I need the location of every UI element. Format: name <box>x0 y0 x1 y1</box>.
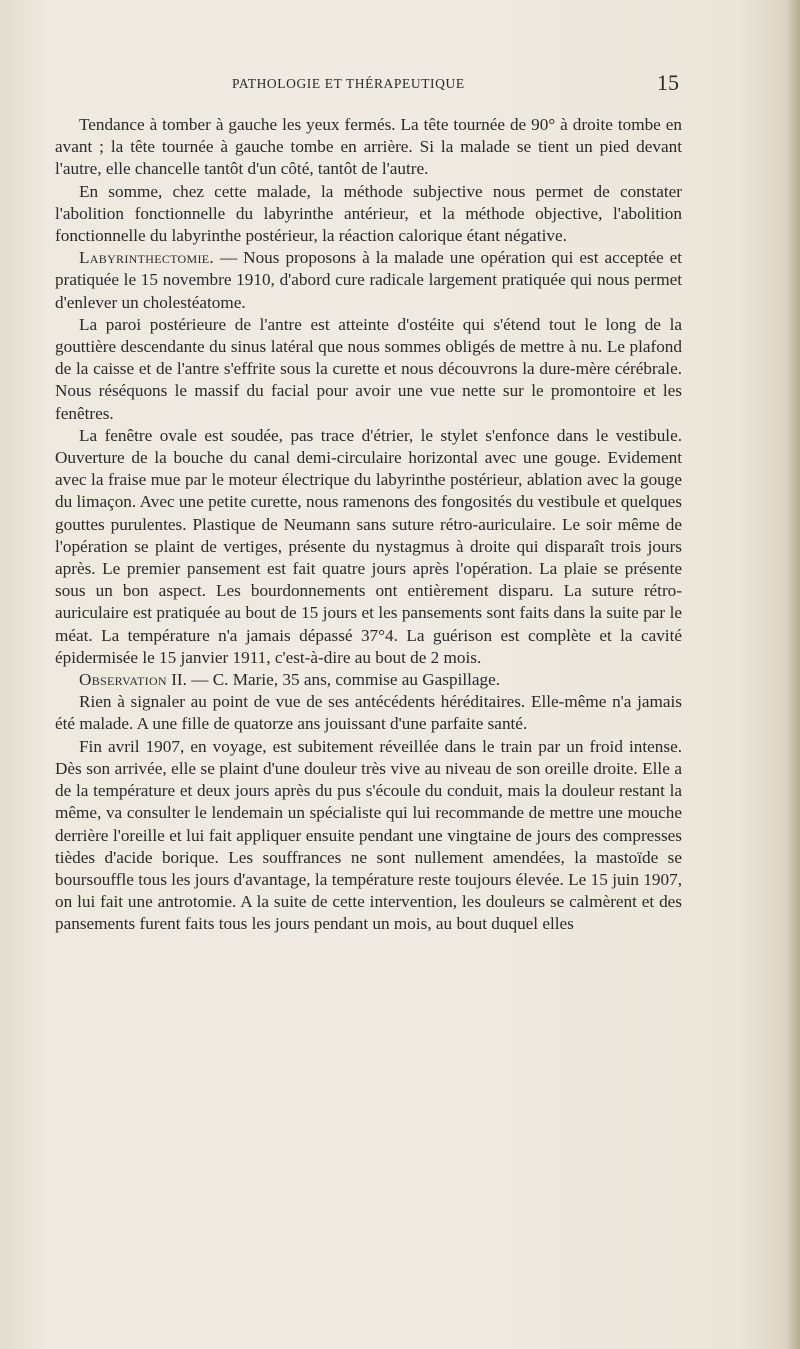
paragraph: Labyrinthectomie. — Nous proposons à la malade une opération qui est acceptée et pratiquée le 15 novembre 1910, d'abord cure radicale largement pratiquée qui nous permet d'enlever un cholestéatome. <box>55 248 682 312</box>
section-lead: Observation <box>79 670 167 690</box>
paragraph: En somme, chez cette malade, la méthode subjective nous permet de constater l'abolition fonctionnelle du labyrinthe antérieur, et la méthode objective, l'abolition fonctionnelle du labyrinthe postérieur, la réaction calorique étant négative. <box>55 181 682 246</box>
paragraph: Observation II. — C. Marie, 35 ans, commise au Gaspillage. <box>79 670 501 690</box>
page-number: 15 <box>657 70 679 95</box>
paragraph: Rien à signaler au point de vue de ses antécédents héréditaires. Elle-même n'a jamais été malade. A une fille de quatorze ans jouissant d'une parfaite santé. <box>55 692 682 734</box>
running-head: PATHOLOGIE ET THÉRAPEUTIQUE <box>232 76 465 91</box>
section-lead: Labyrinthectomie. <box>79 248 215 268</box>
paragraph: La fenêtre ovale est soudée, pas trace d'étrier, le stylet s'enfonce dans le vestibule. Ouverture de la bouche du canal demi-circulaire horizontal avec une gouge. Evidement avec la fraise mue par le moteur électrique du labyrinthe postérieur, ablation avec la gouge du limaçon. Avec une petite curette, nous ramenons des fongosités du vestibule et quelques gouttes purulentes. Plastique de Neumann sans suture rétro-auriculaire. Le soir même de l'opération se plaint de vertiges, présente du nystagmus à droite qui disparaît trois jours après. Le premier pansement est fait quatre jours après l'opération. La plaie se présente sous un bon aspect. Les bourdonnements ont entièrement disparu. La suture rétro-auriculaire est pratiquée au bout de 15 jours et les pansements sont faits dans la suite par le méat. La température n'a jamais dépassé 37°4. La guérison est complète et la cavité épidermisée le 15 janvier 1911, c'est-à-dire au bout de 2 mois. <box>55 425 682 667</box>
paragraph: La paroi postérieure de l'antre est atteinte d'ostéite qui s'étend tout le long de la gouttière descendante du sinus latéral que nous sommes obligés de mettre à nu. Le plafond de la caisse et de l'antre s'effrite sous la curette et nous découvrons la dure-mère cérébrale. Nous réséquons le massif du facial pour avoir une vue nette sur le promontoire et les fenêtres. <box>55 314 682 423</box>
paragraph: Tendance à tomber à gauche les yeux fermés. La tête tournée de 90° à droite tombe en avant ; la tête tournée à gauche tombe en arrière. Si la malade se tient un pied devant l'autre, elle chancelle tantôt d'un côté, tantôt de l'autre. <box>55 115 682 179</box>
paragraph: Fin avril 1907, en voyage, est subitement réveillée dans le train par un froid intense. Dès son arrivée, elle se plaint d'une douleur très vive au niveau de son oreille droite. Elle a de la température et deux jours après du pus s'écoule du conduit, mais la douleur restant la même, va consulter le lendemain un spécialiste qui lui recommande de mettre une mouche derrière l'oreille et lui fait appliquer ensuite pendant une vingtaine de jours des compresses tièdes d'acide borique. Les souffrances ne sont nullement amendées, la mastoïde se boursouffle tous les jours d'avantage, la température reste toujours élevée. Le 15 juin 1907, on lui fait une antrotomie. A la suite de cette intervention, les douleurs se calmèrent et des pansements furent faits tous les jours pendant un mois, au bout duquel elles <box>55 736 682 934</box>
body-text <box>55 114 682 936</box>
page-edge-shadow <box>786 0 800 1349</box>
page-header <box>0 70 800 100</box>
